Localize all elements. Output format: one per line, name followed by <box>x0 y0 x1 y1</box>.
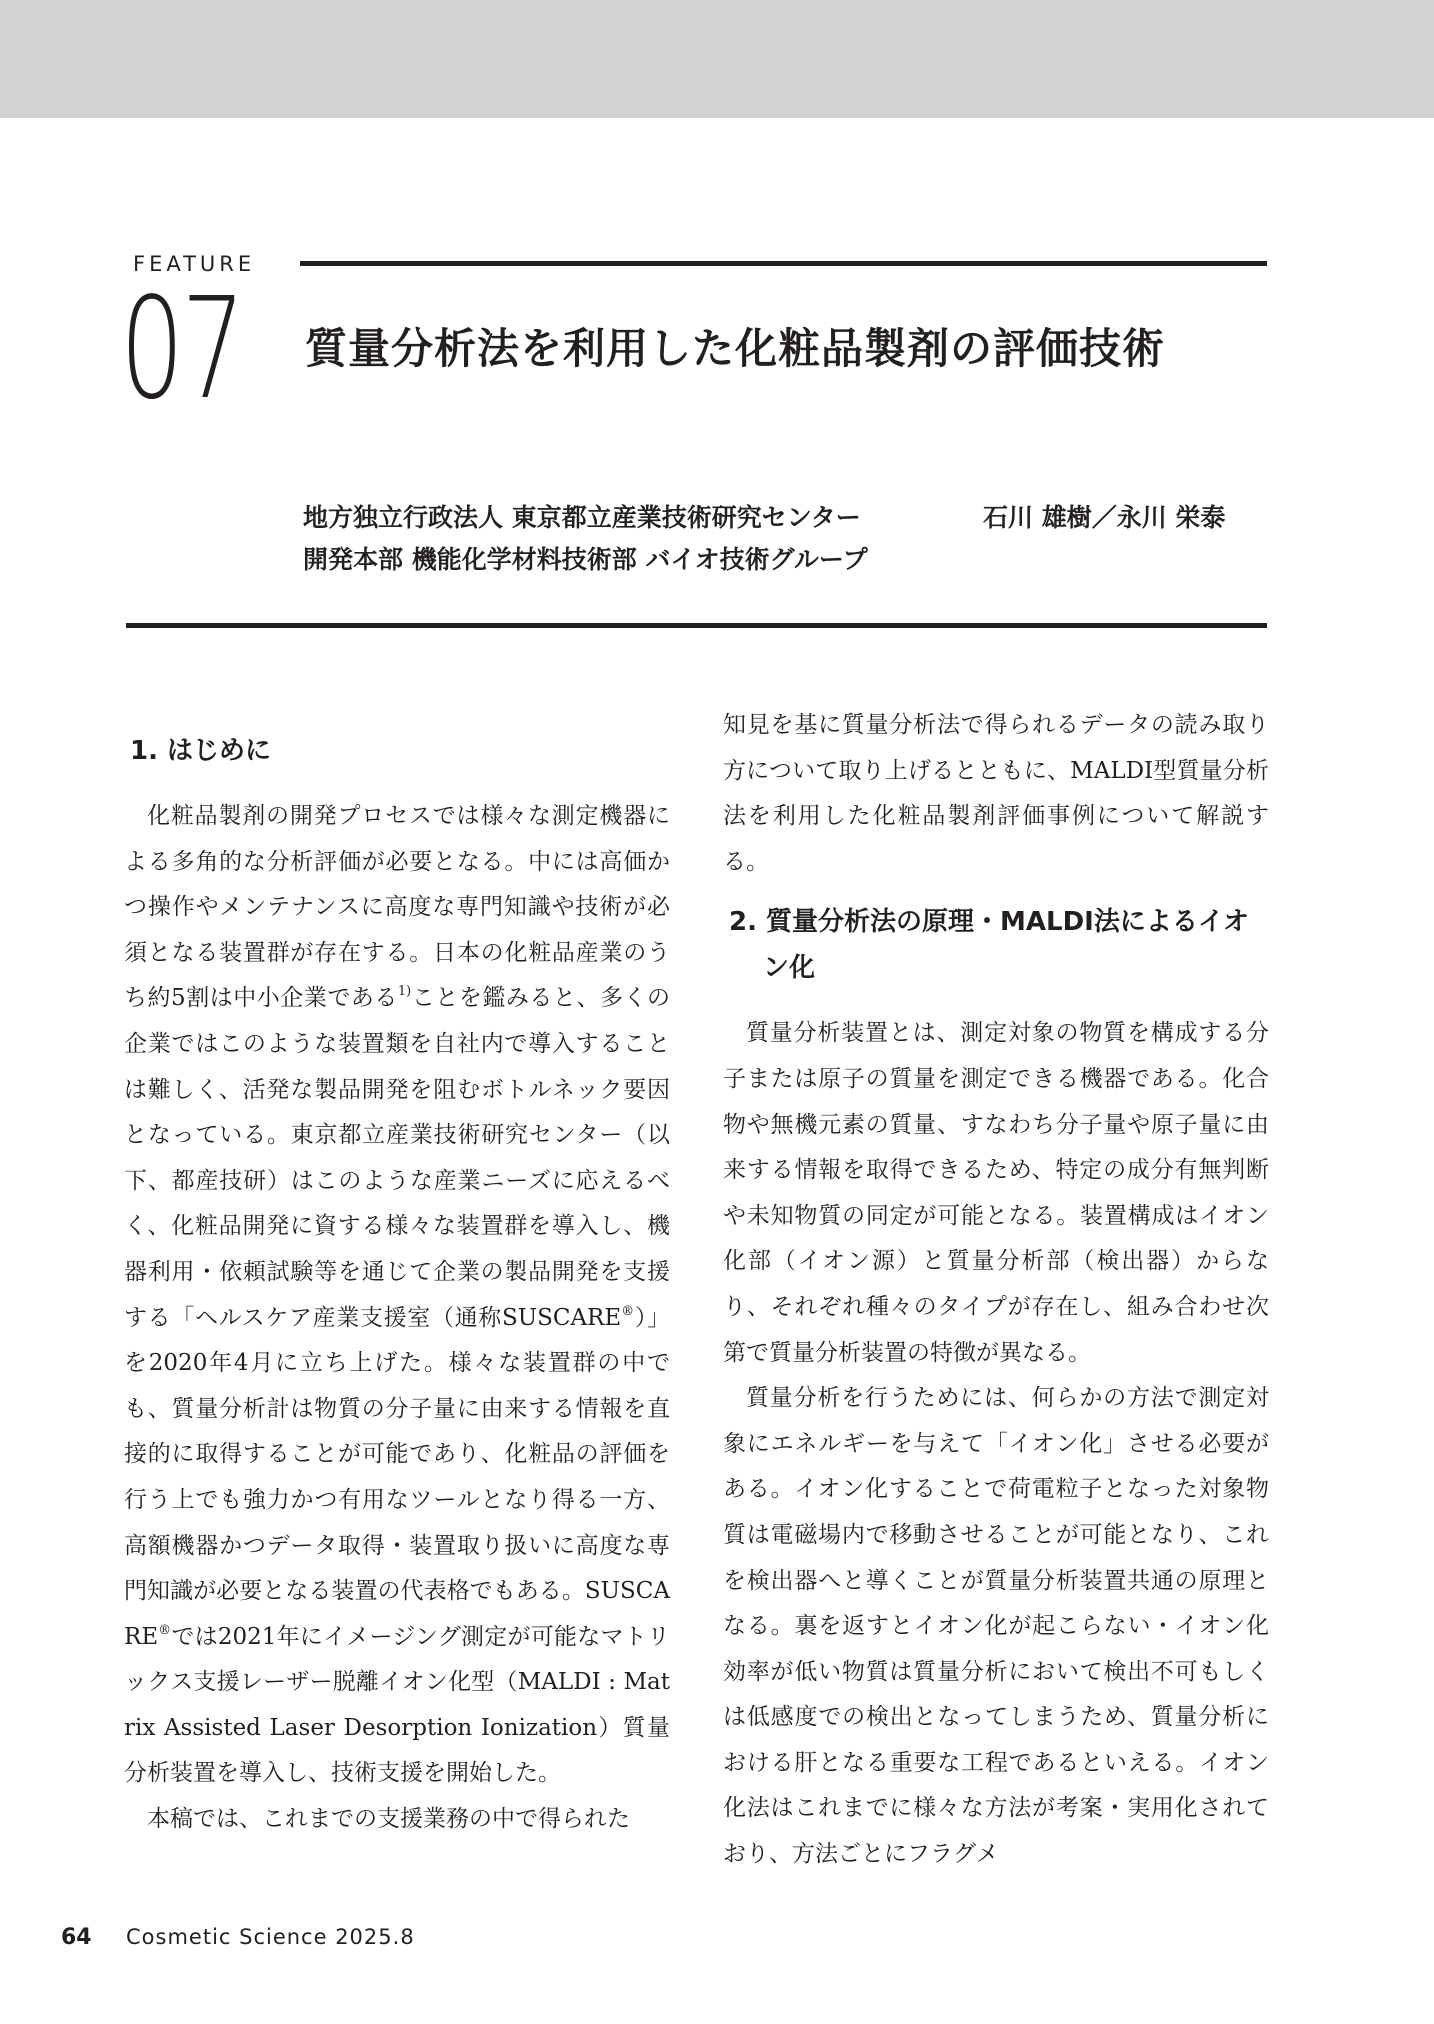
top-band <box>0 0 1434 118</box>
feature-number: 07 <box>120 268 243 431</box>
page-title: 質量分析法を利用した化粧品製剤の評価技術 <box>305 324 1166 373</box>
paragraph-text: ことを鑑みると、多くの企業ではこのような装置類を自社内で導入することは難しく、活発な製品開発を阻むボトルネック要因となっている。東京都立産業技術研究センター（以下、都産技研）はこのような産業ニーズに応えるべく、化粧品開発に資する様々な装置群を導入し、機器利用・依頼試験等を通じて企業の製品開発を支援する「ヘルスケア産業支援室（通称SUSCARE <box>124 985 670 1331</box>
paragraph: 質量分析を行うためには、何らかの方法で測定対象にエネルギーを与えて「イオン化」させる必要がある。イオン化することで荷電粒子となった対象物質は電磁場内で移動させることが可能となり、これを検出器へと導くことが質量分析装置共通の原理となる。裏を返すとイオン化が起こらない・イオン化効率が低い物質は質量分析において検出不可もしくは低感度での検出となってしまうため、質量分析における肝となる重要な工程であるといえる。イオン化法はこれまでに様々な方法が考案・実用化されており、方法ごとにフラグメ <box>723 1385 1269 1868</box>
paragraph: 知見を基に質量分析法で得られるデータの読み取り方について取り上げるとともに、MALDI型質量分析法を利用した化粧品製剤評価事例について解説する。 <box>723 712 1269 875</box>
section-1-heading: 1. はじめに <box>130 736 272 766</box>
section-2-heading: 2. 質量分析法の原理・MALDI法によるイオン化 <box>729 907 1250 984</box>
byline-rule <box>126 623 1267 628</box>
affiliation-line-1: 地方独立行政法人 東京都立産業技術研究センター <box>303 503 861 532</box>
affiliation <box>303 497 868 581</box>
reference-mark: 1) <box>397 984 412 1000</box>
registered-mark: ® <box>621 1303 635 1319</box>
left-column <box>124 724 670 1843</box>
right-column <box>723 703 1269 1878</box>
paragraph <box>124 794 670 1797</box>
authors: 石川 雄樹／永川 栄泰 <box>983 503 1226 532</box>
magazine-name: Cosmetic Science 2025.8 <box>126 1925 415 1949</box>
page-number: 64 <box>61 1925 92 1950</box>
paragraph-text: 化粧品製剤の開発プロセスでは様々な測定機器による多角的な分析評価が必要となる。中には高価かつ操作やメンテナンスに高度な専門知識や技術が必須となる装置群が存在する。日本の化粧品産業のうち約5割は中小企業である <box>124 803 670 1012</box>
paragraph-text: では2021年にイメージング測定が可能なマトリックス支援レーザー脱離イオン化型（MALDI : Matrix Assisted Laser Desorption Ionization）質量分析装置を導入し、技術支援を開始した。 <box>124 1623 670 1787</box>
paragraph-text: ）」を2020年4月に立ち上げた。様々な装置群の中でも、質量分析計は物質の分子量に由来する情報を直接的に取得することが可能であり、化粧品の評価を行う上でも強力かつ有用なツールとなり得る一方、高額機器かつデータ取得・装置取り扱いに高度な専門知識が必要となる装置の代表格でもある。SUSCARE <box>124 1304 671 1650</box>
title-rule <box>300 261 1267 266</box>
paragraph: 質量分析装置とは、測定対象の物質を構成する分子または原子の質量を測定できる機器である。化合物や無機元素の質量、すなわち分子量や原子量に由来する情報を取得できるため、特定の成分有無判断や未知物質の同定が可能となる。装置構成はイオン化部（イオン源）と質量分析部（検出器）からなり、それぞれ種々のタイプが存在し、組み合わせ次第で質量分析装置の特徴が異なる。 <box>723 1020 1269 1366</box>
paragraph: 本稿では、これまでの支援業務の中で得られた <box>147 1806 630 1833</box>
registered-mark: ® <box>158 1622 172 1638</box>
affiliation-line-2: 開発本部 機能化学材料技術部 バイオ技術グループ <box>303 545 868 574</box>
feature-label: FEATURE <box>133 252 256 276</box>
